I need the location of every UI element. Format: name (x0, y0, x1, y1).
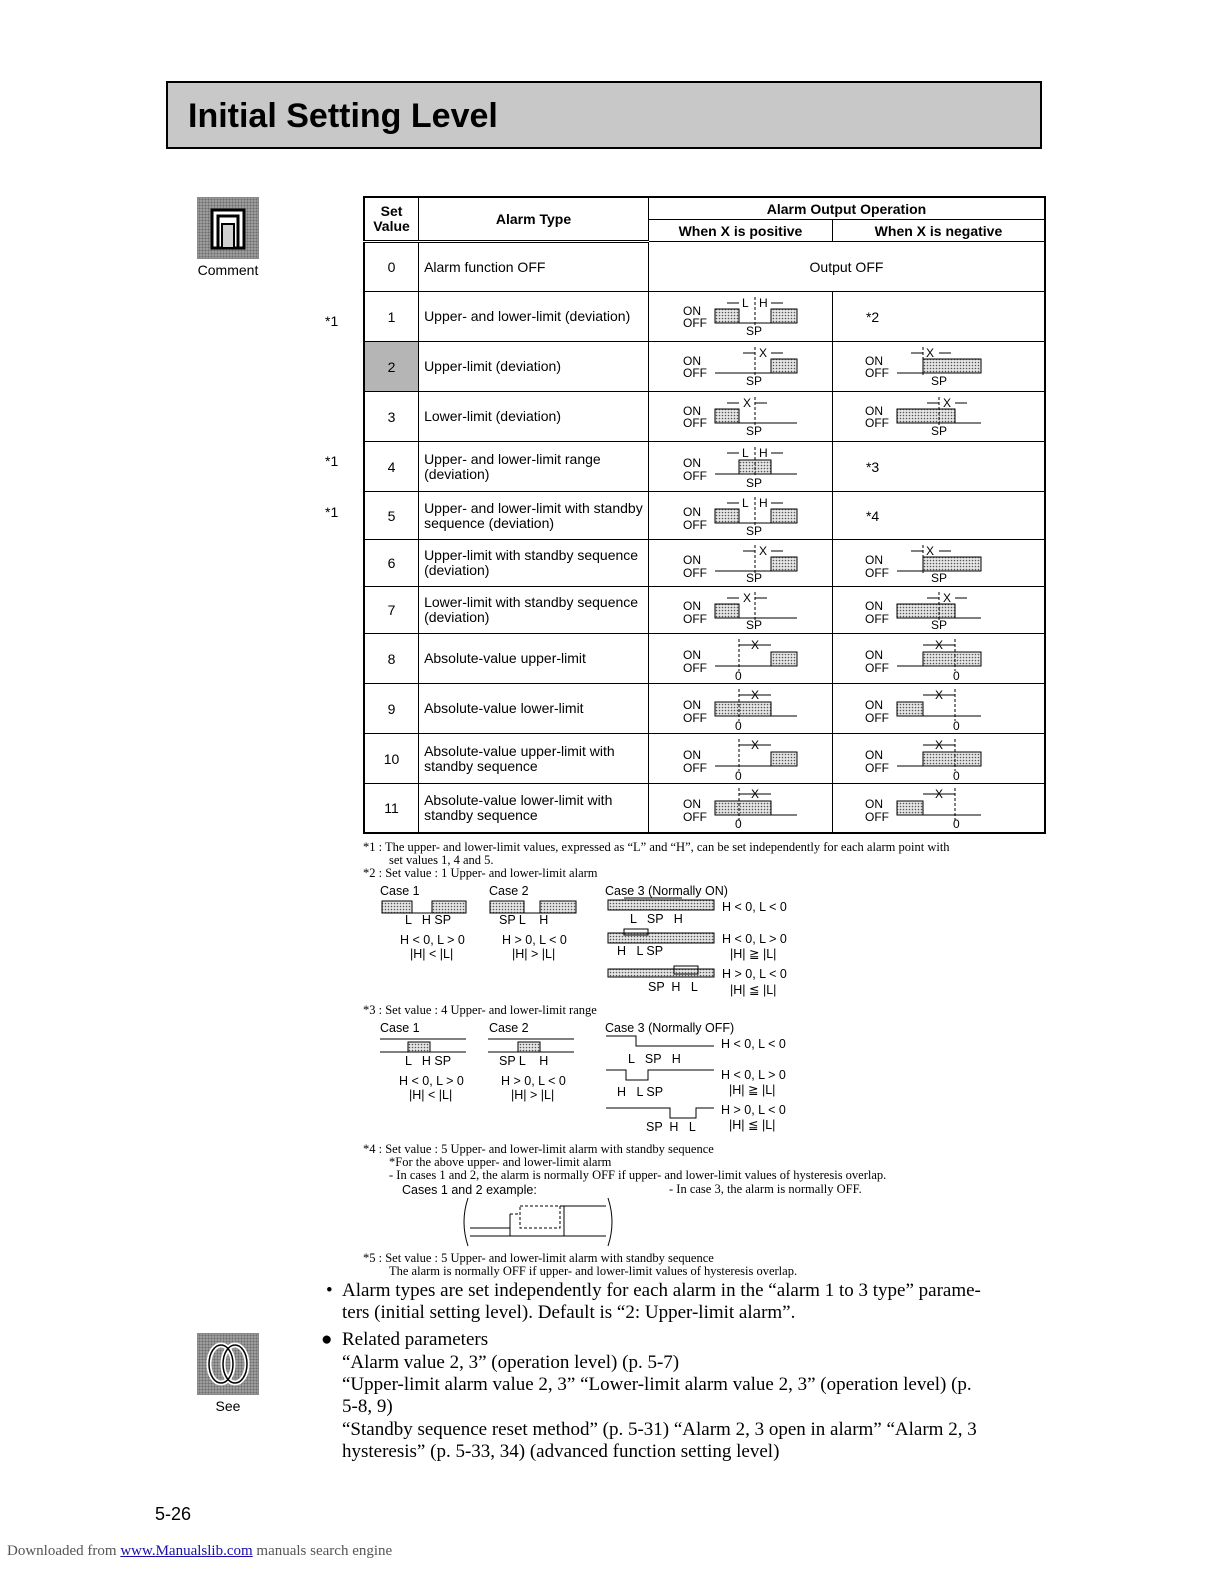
footnote-4-b: - In cases 1 and 2, the alarm is normally OFF if upper- and lower-limit values of hysteresis overlap. (389, 1168, 887, 1182)
diagram-negative (832, 342, 1045, 392)
svg-text:X: X (942, 395, 951, 410)
svg-text:OFF: OFF (682, 415, 707, 430)
case-3b-condition-2: |H| ≧ |L| (730, 947, 777, 961)
svg-text:ON: ON (864, 552, 883, 567)
svg-text:X: X (925, 345, 934, 360)
footnote-1-cont: set values 1, 4 and 5. (389, 853, 494, 867)
diagram-positive (648, 540, 832, 587)
svg-text:ON: ON (682, 353, 701, 368)
diagram-negative (832, 784, 1045, 833)
diagram-positive (648, 734, 832, 784)
case-2-condition-2: |H| > |L| (512, 947, 556, 961)
diagram-negative (832, 540, 1045, 587)
footnote-4: *4 : Set value : 5 Upper- and lower-limit alarm with standby sequence (363, 1142, 714, 1156)
table-row (364, 392, 1045, 442)
diagram-positive (648, 442, 832, 492)
on-label: ON (682, 303, 701, 318)
hysteresis-overlap-diagram (460, 1196, 616, 1248)
svg-text:0: 0 (952, 768, 960, 783)
svg-text:ON: ON (682, 598, 701, 613)
diagram-positive (648, 392, 832, 442)
related-param-2-cont: 5-8, 9) (342, 1396, 393, 1417)
svg-text:ON: ON (864, 353, 883, 368)
footnote-4-c: Cases 1 and 2 example: (402, 1183, 537, 1197)
case-3b-points: H L SP (617, 944, 664, 958)
off-label: OFF (682, 315, 707, 330)
alarm-type-cell: Upper-limit (deviation) (419, 342, 649, 392)
footnote-1: *1 : The upper- and lower-limit values, expressed as “L” and “H”, can be set independently for each alarm point with (363, 840, 950, 854)
alarm-type-cell: Upper-limit with standby sequence (deviation) (419, 540, 649, 587)
footnote-marker: *1 (325, 313, 339, 329)
svg-text:OFF: OFF (682, 468, 707, 483)
svg-text:SP: SP (930, 373, 947, 388)
svg-text:X: X (750, 687, 759, 702)
svg-text:X: X (742, 395, 751, 410)
case-1-condition-2: |H| < |L| (410, 947, 454, 961)
case-3c-condition-2: |H| ≦ |L| (729, 1118, 776, 1132)
table-row (364, 587, 1045, 634)
case-3a-condition: H < 0, L < 0 (722, 900, 787, 914)
set-value-cell: 2 (364, 342, 419, 392)
svg-text:0: 0 (734, 718, 742, 733)
svg-text:X: X (942, 590, 951, 605)
svg-text:X: X (934, 737, 943, 752)
diagram-negative (832, 392, 1045, 442)
svg-text:OFF: OFF (864, 710, 889, 725)
svg-text:ON: ON (682, 647, 701, 662)
svg-text:SP: SP (745, 617, 762, 632)
case-1-condition-2: |H| < |L| (409, 1088, 453, 1102)
set-value-cell: 6 (364, 540, 419, 587)
alarm-type-cell: Absolute-value lower-limit (419, 684, 649, 734)
set-value-cell: 8 (364, 634, 419, 684)
footnote-4-d: - In case 3, the alarm is normally OFF. (669, 1182, 862, 1196)
svg-text:SP: SP (745, 523, 762, 538)
alarm-type-cell: Lower-limit with standby sequence (deviation) (419, 587, 649, 634)
svg-text:SP: SP (930, 423, 947, 438)
svg-text:OFF: OFF (864, 760, 889, 775)
svg-text:X: X (750, 637, 759, 652)
svg-text:OFF: OFF (864, 365, 889, 380)
diagram-positive (648, 342, 832, 392)
header-when-positive: When X is positive (648, 220, 832, 242)
svg-text:X: X (934, 637, 943, 652)
diagram-negative (832, 587, 1045, 634)
svg-text:ON: ON (864, 403, 883, 418)
waveform-diagram (649, 293, 832, 341)
table-row (364, 634, 1045, 684)
case-1-points: L H SP (405, 1054, 452, 1068)
bullet: • (326, 1280, 333, 1301)
header-alarm-output-operation: Alarm Output Operation (648, 197, 1045, 220)
set-value-cell: 0 (364, 242, 419, 292)
section-header (166, 81, 1042, 149)
table-row (364, 734, 1045, 784)
svg-text:OFF: OFF (682, 517, 707, 532)
set-value-cell: 3 (364, 392, 419, 442)
svg-text:SP: SP (745, 423, 762, 438)
case-2-points: SP L H (499, 913, 549, 927)
alarm-type-cell: Upper- and lower-limit range (deviation) (419, 442, 649, 492)
comment-label: Comment (197, 262, 259, 278)
table-row (364, 540, 1045, 587)
svg-text:SP: SP (745, 475, 762, 490)
related-bullet: ● (321, 1329, 333, 1350)
table-row (364, 342, 1045, 392)
case-3c-points: SP H L (646, 1120, 696, 1134)
svg-text:0: 0 (952, 668, 960, 683)
case-3a-condition: H < 0, L < 0 (721, 1037, 786, 1051)
header-set-value: Set Value (364, 197, 419, 242)
svg-text:X: X (742, 590, 751, 605)
case-3b-condition-2: |H| ≧ |L| (729, 1083, 776, 1097)
header-when-negative: When X is negative (832, 220, 1045, 242)
svg-text:X: X (750, 737, 759, 752)
svg-text:ON: ON (682, 747, 701, 762)
footnote-4-a: *For the above upper- and lower-limit alarm (389, 1155, 612, 1169)
case-2-condition-2: |H| > |L| (511, 1088, 555, 1102)
svg-text:ON: ON (682, 455, 701, 470)
svg-text:OFF: OFF (682, 660, 707, 675)
footer-prefix: Downloaded from (7, 1543, 121, 1559)
case-3-label: Case 3 (Normally OFF) (605, 1021, 735, 1035)
table-row (364, 492, 1045, 540)
svg-text:H: H (758, 295, 768, 310)
case-3b-condition: H < 0, L > 0 (721, 1068, 786, 1082)
svg-text:SP: SP (930, 617, 947, 632)
table-row (364, 292, 1045, 342)
svg-text:0: 0 (734, 668, 742, 683)
svg-text:X: X (925, 543, 934, 558)
related-param-1: “Alarm value 2, 3” (operation level) (p. 5-7) (342, 1352, 680, 1373)
svg-text:ON: ON (864, 598, 883, 613)
case-2-condition: H > 0, L < 0 (502, 933, 567, 947)
svg-text:X: X (750, 787, 759, 802)
set-value-cell: 7 (364, 587, 419, 634)
manualslib-link[interactable]: www.Manualslib.com (120, 1543, 253, 1559)
case-1-label: Case 1 (380, 1021, 420, 1035)
case-2-points: SP L H (499, 1054, 549, 1068)
alarm-type-cell: Alarm function OFF (419, 242, 649, 292)
svg-text:0: 0 (734, 768, 742, 783)
diagram-positive (648, 292, 832, 342)
footnote-5-b: The alarm is normally OFF if upper- and lower-limit values of hysteresis overlap. (389, 1264, 798, 1278)
diagram-positive (648, 634, 832, 684)
footnote-marker: *1 (325, 453, 339, 469)
svg-text:SP: SP (930, 570, 947, 585)
case-3c-points: SP H L (648, 980, 698, 994)
diagram-positive (648, 492, 832, 540)
svg-text:0: 0 (952, 718, 960, 733)
related-param-3: “Standby sequence reset method” (p. 5-31) “Alarm 2, 3 open in alarm” “Alarm 2, 3 (342, 1419, 977, 1440)
set-value-cell: 4 (364, 442, 419, 492)
svg-text:ON: ON (864, 647, 883, 662)
body-paragraph-line-2: ters (initial setting level). Default is “2: Upper-limit alarm”. (342, 1302, 796, 1323)
case-2-label: Case 2 (489, 1021, 529, 1035)
svg-text:OFF: OFF (864, 565, 889, 580)
page-number: 5-26 (155, 1504, 192, 1524)
svg-text:X: X (758, 345, 767, 360)
svg-text:OFF: OFF (682, 611, 707, 626)
alarm-type-cell: Upper- and lower-limit (deviation) (419, 292, 649, 342)
svg-text:OFF: OFF (864, 415, 889, 430)
case-3-label: Case 3 (Normally ON) (605, 884, 728, 898)
negative-note: *2 (832, 292, 1045, 342)
related-param-3-cont: hysteresis” (p. 5-33, 34) (advanced function setting level) (342, 1441, 780, 1462)
set-value-cell: 10 (364, 734, 419, 784)
svg-text:H: H (758, 495, 768, 510)
footer-suffix: manuals search engine (252, 1543, 393, 1559)
svg-text:ON: ON (682, 504, 701, 519)
svg-text:0: 0 (734, 817, 742, 832)
output-off-cell: Output OFF (648, 242, 1045, 292)
table-row (364, 784, 1045, 833)
alarm-type-cell: Absolute-value upper-limit with standby sequence (419, 734, 649, 784)
svg-text:ON: ON (682, 403, 701, 418)
svg-text:0: 0 (952, 817, 960, 832)
case-1-condition: H < 0, L > 0 (400, 933, 465, 947)
case-2-condition: H > 0, L < 0 (501, 1074, 566, 1088)
footnote-2: *2 : Set value : 1 Upper- and lower-limit alarm (363, 866, 598, 880)
set-value-cell: 11 (364, 784, 419, 833)
svg-text:X: X (758, 543, 767, 558)
svg-text:ON: ON (682, 552, 701, 567)
alarm-type-cell: Upper- and lower-limit with standby sequence (deviation) (419, 492, 649, 540)
alarm-type-cell: Lower-limit (deviation) (419, 392, 649, 442)
svg-text:ON: ON (864, 747, 883, 762)
related-param-2: “Upper-limit alarm value 2, 3” “Lower-limit alarm value 2, 3” (operation level) (p. (342, 1374, 972, 1395)
svg-text:L: L (741, 445, 749, 460)
svg-text:ON: ON (682, 797, 701, 812)
table-row (364, 242, 1045, 292)
svg-text:H: H (758, 445, 768, 460)
alarm-type-table (363, 196, 1046, 834)
table-row (364, 442, 1045, 492)
svg-text:OFF: OFF (864, 810, 889, 825)
case-3a-points: L SP H (630, 912, 683, 926)
svg-text:L: L (741, 295, 749, 310)
set-value-cell: 5 (364, 492, 419, 540)
svg-text:SP: SP (745, 570, 762, 585)
svg-text:OFF: OFF (682, 710, 707, 725)
sp-label: SP (745, 323, 762, 338)
svg-text:ON: ON (864, 797, 883, 812)
case-3b-condition: H < 0, L > 0 (722, 932, 787, 946)
negative-note: *3 (832, 442, 1045, 492)
svg-text:L: L (741, 495, 749, 510)
svg-text:X: X (934, 787, 943, 802)
case-3c-condition: H > 0, L < 0 (722, 967, 787, 981)
related-parameters-title: Related parameters (342, 1329, 489, 1350)
set-value-cell: 9 (364, 684, 419, 734)
svg-text:OFF: OFF (864, 660, 889, 675)
svg-text:OFF: OFF (682, 565, 707, 580)
svg-text:OFF: OFF (682, 810, 707, 825)
case-1-condition: H < 0, L > 0 (399, 1074, 464, 1088)
diagram-positive (648, 587, 832, 634)
table-row (364, 684, 1045, 734)
body-paragraph-line-1: Alarm types are set independently for each alarm in the “alarm 1 to 3 type” parame- (342, 1280, 981, 1301)
diagram-negative (832, 634, 1045, 684)
case-3a-points: L SP H (628, 1052, 681, 1066)
see-icon (197, 1333, 259, 1395)
svg-text:ON: ON (864, 697, 883, 712)
case-1-points: L H SP (405, 913, 452, 927)
footnote-marker: *1 (325, 504, 339, 520)
svg-text:OFF: OFF (682, 365, 707, 380)
negative-note: *4 (832, 492, 1045, 540)
header-alarm-type: Alarm Type (419, 197, 649, 242)
diagram-negative (832, 684, 1045, 734)
page-title: Initial Setting Level (188, 97, 498, 135)
comment-icon (197, 197, 259, 259)
alarm-type-cell: Absolute-value lower-limit with standby sequence (419, 784, 649, 833)
diagram-positive (648, 684, 832, 734)
diagram-positive (648, 784, 832, 833)
see-label: See (215, 1398, 241, 1414)
case-1-label: Case 1 (380, 884, 420, 898)
case-3c-condition: H > 0, L < 0 (721, 1103, 786, 1117)
case-3b-points: H L SP (617, 1085, 664, 1099)
case-2-label: Case 2 (489, 884, 529, 898)
case-3c-condition-2: |H| ≦ |L| (730, 983, 777, 997)
footnote-5: *5 : Set value : 5 Upper- and lower-limit alarm with standby sequence (363, 1251, 714, 1265)
svg-text:X: X (934, 687, 943, 702)
diagram-negative (832, 734, 1045, 784)
download-footer (7, 1543, 392, 1560)
set-value-cell: 1 (364, 292, 419, 342)
svg-text:ON: ON (682, 697, 701, 712)
svg-text:SP: SP (745, 373, 762, 388)
alarm-type-cell: Absolute-value upper-limit (419, 634, 649, 684)
footnote-3: *3 : Set value : 4 Upper- and lower-limit range (363, 1003, 597, 1017)
svg-text:OFF: OFF (682, 760, 707, 775)
svg-text:OFF: OFF (864, 611, 889, 626)
